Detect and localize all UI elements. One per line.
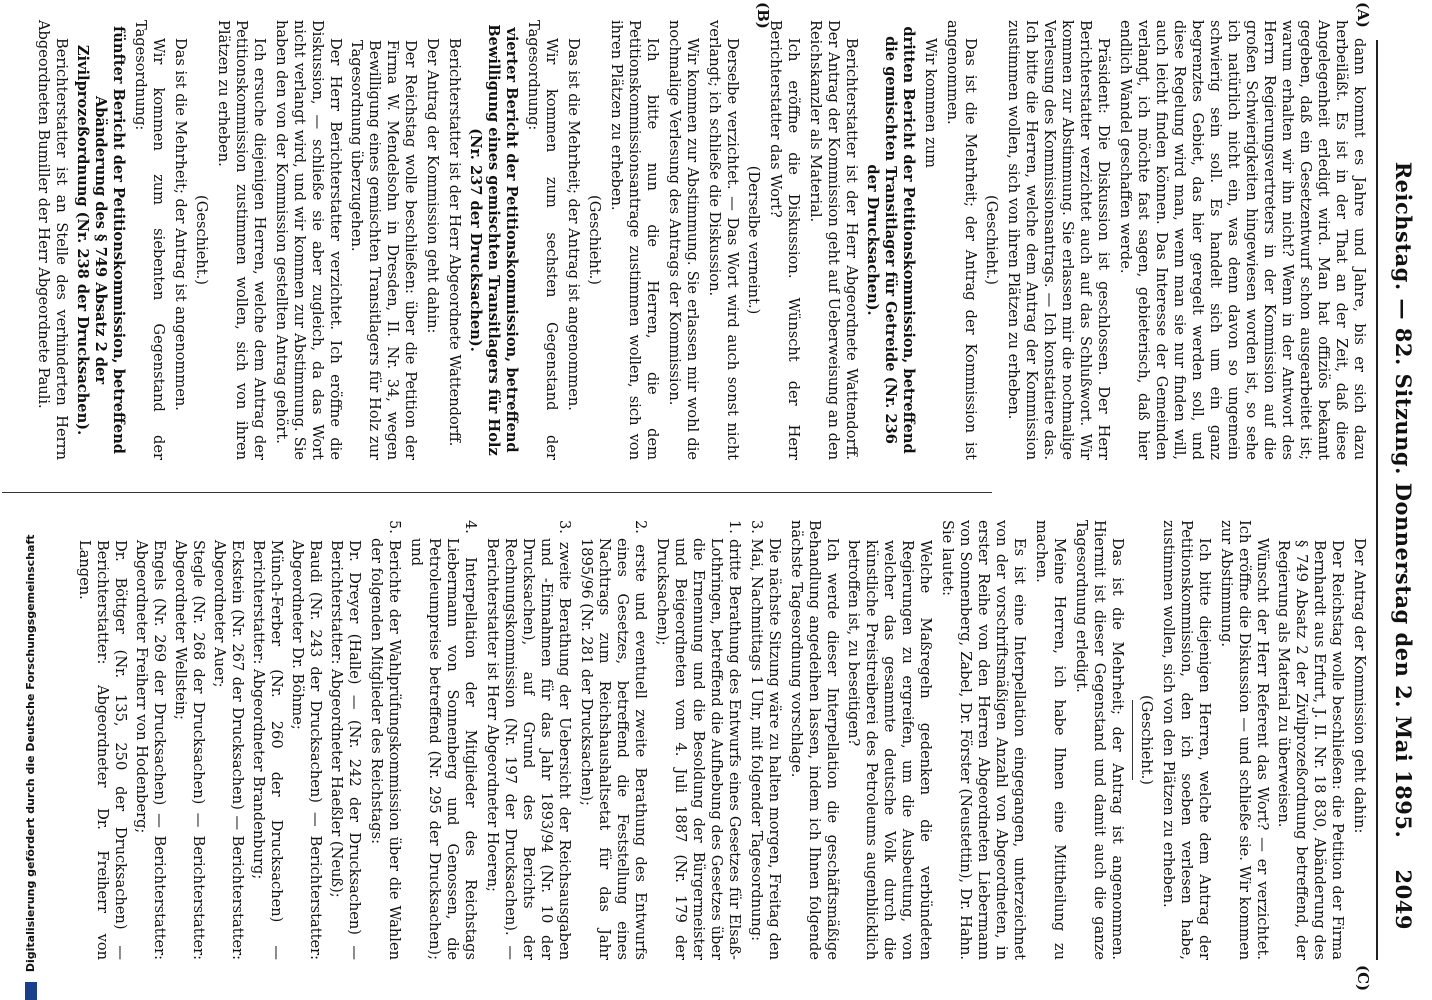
- paragraph: Welche Maßregeln gedenken die verbündeten Regierungen zu ergreifen, um die Ausbeutung, von welcher das gesammte deutsche Volk durch die künstliche Preistreiberei des Petroleums augenblicklich betroffen ist, zu beseitigen?: [845, 540, 934, 960]
- agenda-item-heading: fünfter Bericht der Petitionskommission, betreffend Abänderung des § 749 Absatz 2 der Zivilprozeßordnung (Nr. 238 der Drucksachen).: [74, 25, 127, 455]
- stage-direction: (Geschieht.): [193, 195, 210, 285]
- paragraph: Ich eröffne die Diskussion. Wünscht der Herr Berichterstatter das Wort?: [767, 20, 802, 460]
- stage-direction: (Derselbe verneint.): [745, 165, 762, 315]
- paragraph: 2. erste und eventuell zweite Berathung des Entwurfs eines Gesetzes, betreffend die Feststellung eines Nachtrags zum Reichshaushaltsetat für das Jahr 1895/96 (Nr. 281 der Drucksachen);: [578, 520, 649, 960]
- paragraph: 1. dritte Berathung des Entwurfs eines Gesetzes für Elsaß-Lothringen, betreffend die Aufhebung des Gesetzes über die Ernennung und die Besoldung der Bürgermeister und Beigeordneten vom 4. Juli 1887 (Nr. 179 der Drucksachen);: [654, 520, 743, 960]
- margin-mark-a: (A): [1354, 2, 1372, 28]
- paragraph: Münch-Ferber (Nr. 260 der Drucksachen) — Berichterstatter: Abgeordneter Brandenburg;: [250, 540, 285, 960]
- paragraph: Der Antrag der Kommission geht dahin:: [1351, 538, 1368, 834]
- paragraph: Eckstein (Nr. 267 der Drucksachen) — Berichterstatter: Abgeordneter Auer;: [211, 540, 246, 960]
- paragraph: Der Herr Berichterstatter verzichtet. Ich eröffne die Diskussion, — schließe sie aber zugleich, da das Wort nicht verlangt wird, und wir kommen zur Abstimmung. Sie haben den von der Kommission gestellten Antrag gehört.: [273, 20, 344, 460]
- paragraph: Das ist die Mehrheit; der Antrag ist angenommen. Hiermit ist dieser Gegenstand und damit auch die ganze Tagesordnung erledigt.: [1073, 520, 1126, 960]
- margin-mark-b: (B): [754, 2, 772, 29]
- paragraph: Dr. Böttger (Nr. 135, 250 der Drucksachen) — Berichterstatter: Abgeordneter Dr. Freiherr von Langen.: [76, 540, 129, 960]
- paragraph: Das ist die Mehrheit; der Antrag ist angenommen.: [172, 38, 189, 411]
- paragraph: Dr. Dreyer (Halle) — (Nr. 242 der Drucksachen) — Berichterstatter: Abgeordneter Haeßler (Neuß);: [328, 540, 363, 960]
- right-text-column: [72, 520, 1368, 960]
- paragraph: Ich bitte nun die Herren, die dem Petitionskommissionsantrage zustimmen wollen, sich von ihren Plätzen zu erheben.: [608, 20, 661, 460]
- paragraph: Das ist die Mehrheit; der Antrag der Kommission ist angenommen.: [944, 20, 979, 460]
- paragraph: Der Antrag der Kommission geht dahin:: [424, 38, 441, 334]
- paragraph: Ich werde dieser Interpellation die geschäftsmäßige Behandlung angedeihen lassen, indem ich Ihnen folgende nächste Tagesordnung vorschlage.: [788, 520, 841, 960]
- paragraph: Engels (Nr. 269 der Drucksachen) — Berichterstatter: Abgeordneter Freiherr von Hodenberg;: [133, 540, 168, 960]
- paragraph: Die nächste Sitzung wäre zu halten morgen, Freitag den 3. Mai, Nachmittags 1 Uhr, mit folgender Tagesordnung:: [748, 520, 783, 960]
- agenda-item-heading: vierter Bericht der Petitionskommission, betreffend Bewilligung eines gemischten Transitlagers für Holz (Nr. 237 der Drucksachen).: [467, 24, 520, 456]
- paragraph: Baudi (Nr. 243 der Drucksachen) — Berichterstatter: Abgeordneter Dr. Böhme;: [289, 540, 324, 960]
- paragraph: Wir kommen zum: [922, 38, 939, 168]
- paragraph: Der Reichstag wolle beschließen: über die Petition der Firma W. Mendelsohn in Dresden, II. Nr. 34, wegen Bewilligung eines gemischten Transitlagers für Holz zur Tagesordnung überzugehen.: [348, 40, 419, 460]
- paragraph: Wünscht der Herr Referent das Wort? — er verzichtet. Ich eröffne die Diskussion — und schließe sie. Wir kommen zur Abstimmung.: [1218, 520, 1271, 960]
- stage-direction: (Geschieht.): [586, 195, 603, 285]
- paragraph: Berichterstatter ist der Herr Abgeordnete Wattendorff.: [446, 38, 463, 447]
- running-head: Reichstag. — 82. Sitzung. Donnerstag den 2. Mai 1895.: [1391, 161, 1416, 839]
- agenda-item-heading: dritten Bericht der Petitionskommission, betreffend die gemischten Transitlager für Getreide (Nr. 236 der Drucksachen).: [864, 26, 917, 454]
- paragraph: Das ist die Mehrheit; der Antrag ist angenommen.: [565, 38, 582, 411]
- paragraph: Meine Herren, ich habe Ihnen eine Mittheilung zu machen.: [1033, 520, 1068, 960]
- paragraph: Wir kommen zur Abstimmung. Sie erlassen mir wohl die nochmalige Verlesung des Antrags der Kommission.: [666, 20, 701, 460]
- paragraph: 3. zweite Berathung der Uebersicht der Reichsausgaben und -Einnahmen für das Jahr 1893/94 (Nr. 10 der Drucksachen), auf Grund des Berichts der Rechnungskommission (Nr. 197 der Drucksachen). — Berichterstatter ist Herr Abgeordneter Hoeren;: [484, 520, 573, 960]
- stage-direction: (Geschieht.): [1138, 695, 1155, 785]
- paragraph: 5. Berichte der Wahlprüfungskommission über die Wahlen der folgenden Mitglieder des Reichstags:: [368, 520, 403, 960]
- paragraph: 4. Interpellation der Mitglieder des Reichstags Liebermann von Sonnenberg und Genossen, die Petroleumpreise betreffend (Nr. 295 der Drucksachen); und: [408, 520, 479, 960]
- footer-credit: [24, 0, 44, 1000]
- section-rule: [1132, 700, 1133, 780]
- paragraph: Ich ersuche diejenigen Herren, welche dem Antrag der Petitionskommission zustimmen wollen, sich von ihren Plätzen zu erheben.: [215, 20, 268, 460]
- paragraph: Der Reichstag wolle beschließen: die Petition der Firma Bernhardt aus Erfurt, J. II. Nr. 18 830, Abänderung des § 749 Absatz 2 der Zivilprozeßordnung betreffend, der Regierung als Material zu überweisen.: [1275, 540, 1346, 960]
- paragraph: Wir kommen zum siebenten Gegenstand der Tagesordnung:: [132, 20, 167, 460]
- paragraph: Ich bitte diejenigen Herren, welche dem Antrag der Petitionskommission, den ich soeben verlesen habe, zustimmen wollen, sich von den Plätzen zu erheben.: [1160, 520, 1213, 960]
- margin-mark-c: (C): [1354, 965, 1372, 992]
- column-divider: [2, 492, 992, 493]
- paragraph: Stegle (Nr. 268 der Drucksachen) — Berichterstatter: Abgeordneter Wellstein;: [172, 540, 207, 960]
- paragraph: Es ist eine Interpellation eingegangen, unterzeichnet von der vorschriftsmäßigen Anzahl von Abgeordneten, in erster Reihe von den Herren Abgeordneten Liebermann von Sonnenberg, Zabel, Dr. Förster (Neustettin), Dr. Hahn. Sie lautet:: [939, 520, 1028, 960]
- paragraph: Wir kommen zum sechsten Gegenstand der Tagesordnung:: [525, 20, 560, 460]
- page-number: 2049: [1391, 869, 1416, 930]
- page-header: [1384, 40, 1424, 960]
- paragraph: Berichterstatter ist an Stelle des verhinderten Herrn Abgeordneten Bumiller der Herr Abgeordnete Pauli.: [35, 20, 70, 460]
- footer-text: Digitalisierung gefördert durch die Deutsche Forschungsgemeinschaft: [24, 534, 37, 973]
- header-rule: [1376, 40, 1378, 960]
- paragraph: Präsident: Die Diskussion ist geschlossen. Der Herr Berichterstatter verzichtet auch auf das Schlußwort. Wir kommen zur Abstimmung. Sie erlassen mir die nochmalige Verlesung des Kommissionsantrags. — Ich konstatiere das. Ich bitte die Herren, welche dem Antrag der Kommission zustimmen wollen, sich von ihren Plätzen zu erheben.: [1005, 20, 1112, 460]
- paragraph: Derselbe verzichtet. — Das Wort wird auch sonst nicht verlangt; ich schließe die Diskussion.: [706, 20, 741, 460]
- left-text-column: [30, 20, 1368, 460]
- paragraph: dann kommt es Jahre und Jahre, bis er sich dazu herbeiläßt. Es ist in der That an der Zeit, daß diese Angelegenheit erledigt wird. Man hat offiziös bekannt gegeben, daß ein Gesetzentwurf schon ausgearbeitet ist; warum erhalten wir ihn nicht? Wenn in der Antwort des Herrn Regierungsvertreters in der Kommission auf die großen Schwierigkeiten hingewiesen worden ist, so sehe ich natürlich nicht ein, was denn davon so ungemein schwierig sein soll. Es handelt sich um ein ganz begrenztes Gebiet, das hier geregelt werden soll, und diese Regelung wird man, wenn man sie nur finden will, auch leicht finden können. Das Interesse der Gemeinden verlangt, ich möchte fast sagen, gebieterisch, daß hier endlich Wandel geschaffen werde.: [1117, 20, 1368, 460]
- paragraph: Berichterstatter ist der Herr Abgeordnete Wattendorff. Der Antrag der Kommission geht auf Ueberweisung an den Reichskanzler als Material.: [807, 20, 860, 460]
- dfg-logo-icon: [25, 982, 37, 1000]
- stage-direction: (Geschieht.): [983, 195, 1000, 285]
